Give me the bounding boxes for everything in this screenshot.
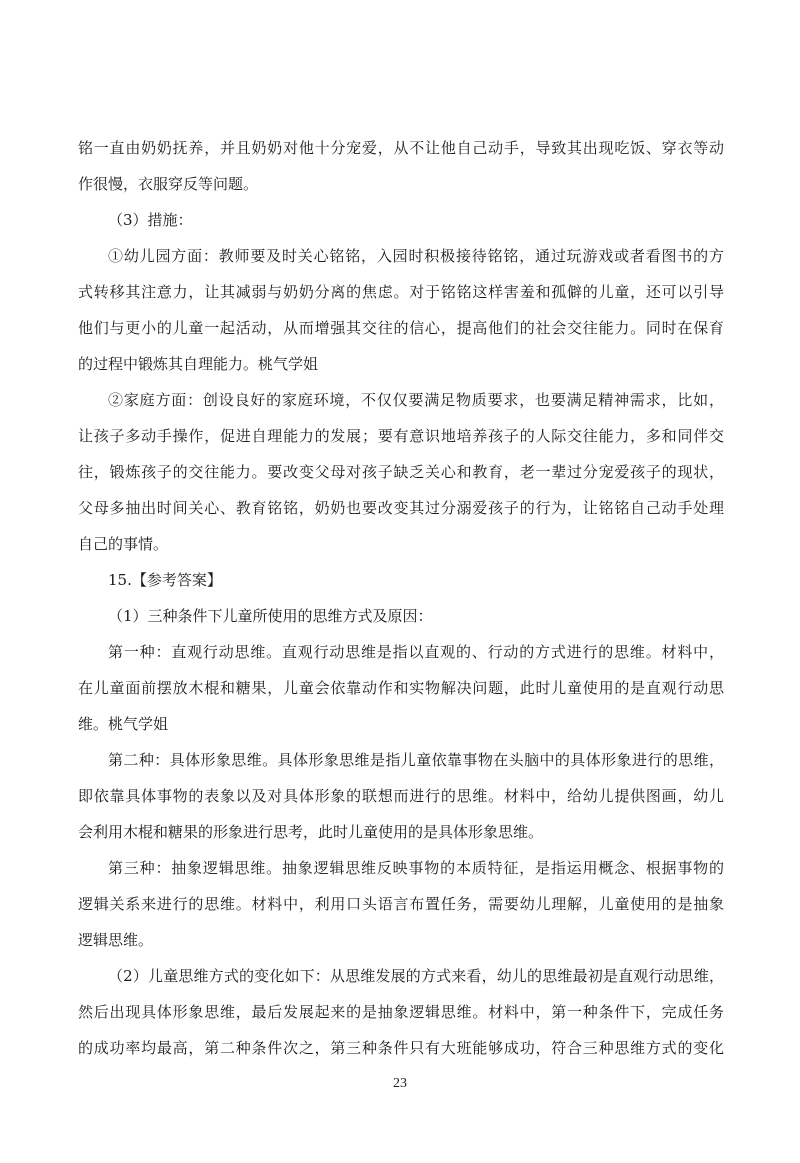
text-line: 往，锻炼孩子的交往能力。要改变父母对孩子缺乏关心和教育，老一辈过分宠爱孩子的现状， bbox=[78, 463, 725, 481]
answer-heading: 15.【参考答案】 bbox=[108, 571, 222, 589]
text-line: 维。桃气学姐 bbox=[78, 715, 169, 733]
text-line: 第二种：具体形象思维。具体形象思维是指儿童依靠事物在头脑中的具体形象进行的思维， bbox=[108, 751, 725, 769]
section-heading: （1）三种条件下儿童所使用的思维方式及原因： bbox=[108, 607, 433, 625]
text-line: 他们与更小的儿童一起活动，从而增强其交往的信心，提高他们的社会交往能力。同时在保育 bbox=[78, 319, 725, 337]
text-line: 逻辑关系来进行的思维。材料中，利用口头语言布置任务，需要幼儿理解，儿童使用的是抽象 bbox=[78, 895, 725, 913]
text-line: 逻辑思维。 bbox=[78, 931, 154, 949]
text-line: 作很慢，衣服穿反等问题。 bbox=[78, 175, 259, 193]
text-line: 的成功率均最高，第二种条件次之，第三种条件只有大班能够成功，符合三种思维方式的变化 bbox=[78, 1039, 725, 1057]
text-line: 第三种：抽象逻辑思维。抽象逻辑思维反映事物的本质特征，是指运用概念、根据事物的 bbox=[108, 859, 725, 877]
text-line: 自己的事情。 bbox=[78, 535, 169, 553]
text-line: ①幼儿园方面：教师要及时关心铭铭，入园时积极接待铭铭，通过玩游戏或者看图书的方 bbox=[108, 247, 725, 265]
text-line: 的过程中锻炼其自理能力。桃气学姐 bbox=[78, 355, 319, 373]
text-line: （2）儿童思维方式的变化如下：从思维发展的方式来看，幼儿的思维最初是直观行动思维， bbox=[108, 967, 725, 985]
text-line: 式转移其注意力，让其减弱与奶奶分离的焦虑。对于铭铭这样害羞和孤僻的儿童，还可以引导 bbox=[78, 283, 725, 301]
text-line: 然后出现具体形象思维，最后发展起来的是抽象逻辑思维。材料中，第一种条件下，完成任务 bbox=[78, 1003, 725, 1021]
text-line: 第一种：直观行动思维。直观行动思维是指以直观的、行动的方式进行的思维。材料中， bbox=[108, 643, 725, 661]
text-line: 在儿童面前摆放木棍和糖果，儿童会依靠动作和实物解决问题，此时儿童使用的是直观行动思 bbox=[78, 679, 725, 697]
text-line: 即依靠具体事物的表象以及对具体形象的联想而进行的思维。材料中，给幼儿提供图画，幼儿 bbox=[78, 787, 725, 805]
page-number: 23 bbox=[393, 1076, 407, 1091]
text-line: 父母多抽出时间关心、教育铭铭，奶奶也要改变其过分溺爱孩子的行为，让铭铭自己动手处理 bbox=[78, 499, 725, 517]
text-line: ②家庭方面：创设良好的家庭环境，不仅仅要满足物质要求，也要满足精神需求，比如， bbox=[108, 391, 725, 409]
section-heading: （3）措施： bbox=[108, 211, 193, 229]
text-line: 会利用木棍和糖果的形象进行思考，此时儿童使用的是具体形象思维。 bbox=[78, 823, 544, 841]
text-line: 铭一直由奶奶抚养，并且奶奶对他十分宠爱，从不让他自己动手，导致其出现吃饭、穿衣等动 bbox=[78, 139, 725, 157]
text-line: 让孩子多动手操作，促进自理能力的发展；要有意识地培养孩子的人际交往能力，多和同伴交 bbox=[78, 427, 725, 445]
